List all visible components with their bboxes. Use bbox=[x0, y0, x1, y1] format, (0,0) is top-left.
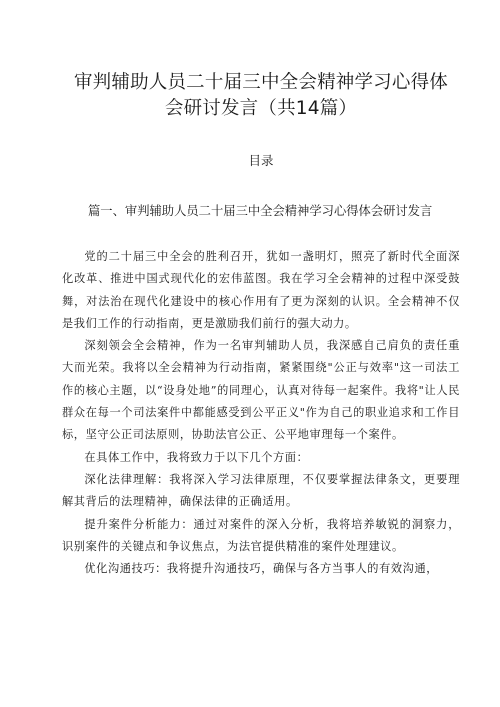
paragraph: 优化沟通技巧：我将提升沟通技巧，确保与各方当事人的有效沟通， bbox=[84, 562, 439, 576]
paragraph: 深刻领会全会精神，作为一名审判辅助人员，我深感自己肩负的责任重大而光荣。我将以全会精神为行动指南，紧紧围绕"公正与效率"这一司法工作的核心主题，以“设身处地”的同理心，认真对待每一起案件。我将"让人民群众在每一个司法案件中都能感受到公平正义"作为自己的职业追求和工作目标，坚守公正司法原则，协助法官公正、公平地审理每一个案件。 bbox=[62, 339, 460, 442]
document-title-line-1: 审判辅助人员二十届三中全会精神学习心得体 bbox=[73, 72, 448, 93]
toc-heading: 目录 bbox=[248, 153, 274, 168]
paragraph: 在具体工作中，我将致力于以下几个方面： bbox=[84, 450, 309, 464]
paragraph: 深化法律理解：我将深入学习法律原理，不仅要掌握法律条文，更要理解其背后的法理精神，确保法律的正确适用。 bbox=[62, 472, 460, 509]
document-title bbox=[62, 70, 460, 122]
section-heading: 篇一、审判辅助人员二十届三中全会精神学习心得体会研讨发言 bbox=[88, 204, 433, 218]
document-title-line-2: 会研讨发言（共14篇） bbox=[164, 98, 358, 119]
body-text bbox=[62, 246, 460, 580]
paragraph: 提升案件分析能力：通过对案件的深入分析，我将培养敏锐的洞察力，识别案件的关键点和争议焦点，为法官提供精准的案件处理建议。 bbox=[62, 517, 460, 553]
paragraph: 党的二十届三中全会的胜利召开，犹如一盏明灯，照亮了新时代全面深化改革、推进中国式现代化的宏伟蓝图。我在学习全会精神的过程中深受鼓舞，对法治在现代化建设中的核心作用有了更为深刻的认识。全会精神不仅是我们工作的行动指南，更是激励我们前行的强大动力。 bbox=[62, 250, 460, 330]
